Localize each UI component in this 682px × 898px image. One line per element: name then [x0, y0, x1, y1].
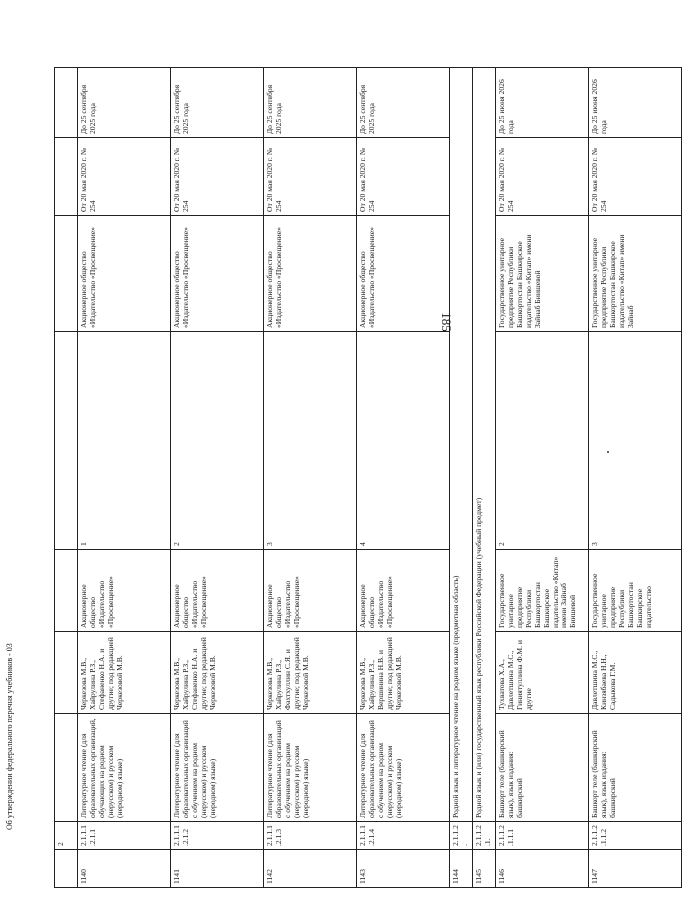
row-grade: 2: [171, 332, 264, 550]
row-authors: Черкезова М.В., Хайрулина Р.З., Стефаненко Н.А. и другие; под редакцией Черкезовой М.В.: [78, 632, 171, 714]
textbook-list-table: [54, 67, 682, 888]
row-publisher-2: Акционерное общество «Издательство «Просвещение»: [78, 216, 171, 332]
row-grade: 4: [357, 332, 450, 550]
row-number: 1143: [357, 850, 450, 888]
row-number: 1141: [171, 850, 264, 888]
section-heading: Родной язык и литературное чтение на родном языке (предметная область): [450, 68, 473, 822]
table-row: [588, 68, 681, 888]
row-code: 2.1.1.1.2.1.2: [171, 822, 264, 850]
table-row: [495, 68, 588, 888]
row-publisher: Акционерное общество «Издательство «Просвещение»: [171, 550, 264, 632]
row-number: 1140: [78, 850, 171, 888]
row-title: Литературное чтение (для образовательных организаций с обучением на родном (нерусском) и русском (неродном) языке): [264, 714, 357, 822]
row-title: Литературное чтение (для образовательных организаций с обучением на родном (нерусском) и русском (неродном) языке): [171, 714, 264, 822]
row-publisher-2: Государственное унитарное предприятие Республики Башкортостан Башкирское издательство «Китап» имени Зайнаб: [588, 216, 681, 332]
section-heading: Родной язык и (или) государственный язык республики Российской Федерации (учебный предмет): [472, 68, 495, 822]
page-number: 185: [438, 312, 454, 332]
row-code: 2.1.1.2.1.1.2: [588, 822, 681, 850]
row-publisher: Акционерное общество «Издательство «Просвещение»: [264, 550, 357, 632]
row-number: 1146: [495, 850, 588, 888]
row-title: Башкорт теле (башкирский язык), язык издания: башкирский: [495, 714, 588, 822]
row-number: 1142: [264, 850, 357, 888]
row-code: 2.1.1.2.: [450, 822, 473, 850]
row-number: 1144: [450, 850, 473, 888]
row-publisher-2: Акционерное общество «Издательство «Просвещение»: [357, 216, 450, 332]
row-authors: Черкезова М.В., Хайрулина Р.З., Стефаненко Н.А. и другие; под редакцией Черкезовой М.В.: [171, 632, 264, 714]
row-title: Башкорт теле (башкирский язык), язык издания: башкирский: [588, 714, 681, 822]
row-code: 2.1.1.1.2.1.1: [78, 822, 171, 850]
row-until: До 25 сентября 2025 года: [78, 68, 171, 138]
row-grade: 2: [495, 332, 588, 550]
scan-speck: [607, 451, 609, 453]
row-authors: Давлетшина М.С., Кинзябаева Н.Н., Садыкова Г.М.: [588, 632, 681, 714]
row-grade: 3: [588, 332, 681, 550]
header-col-2: 2: [55, 822, 78, 850]
table-row: [171, 68, 264, 888]
row-until: До 25 июня 2026 года: [495, 68, 588, 138]
row-publisher-2: Государственное унитарное предприятие Республики Башкортостан Башкирское издательство «Китап» имени Зайнаб Биишевой: [495, 216, 588, 332]
row-number: 1147: [588, 850, 681, 888]
row-publisher: Государственное унитарное предприятие Республики Башкортостан Башкирское издательство «Китап» имени Зайнаб Биишевой: [495, 550, 588, 632]
row-code: 2.1.1.2.1.: [472, 822, 495, 850]
table-row: [78, 68, 171, 888]
row-grade: 3: [264, 332, 357, 550]
row-order: От 20 мая 2020 г. № 254: [588, 138, 681, 216]
row-order: От 20 мая 2020 г. № 254: [171, 138, 264, 216]
header-row: [55, 68, 78, 888]
footer-text: Об утверждении федерального перечня учебников - 03: [5, 643, 14, 830]
row-order: От 20 мая 2020 г. № 254: [495, 138, 588, 216]
row-publisher: Государственное унитарное предприятие Республики Башкортостан Башкирское издательство: [588, 550, 681, 632]
row-order: От 20 мая 2020 г. № 254: [78, 138, 171, 216]
row-publisher-2: Акционерное общество «Издательство «Просвещение»: [264, 216, 357, 332]
row-grade: 1: [78, 332, 171, 550]
section-row: [472, 68, 495, 888]
row-authors: Тухватова Х.А., Давлетшина М.С., Гиниятуллина Ф.М. и другие: [495, 632, 588, 714]
row-order: От 20 мая 2020 г. № 254: [357, 138, 450, 216]
row-title: Литературное чтение (для образовательных организаций с обучением на родном (нерусском) и русском (неродном) языке): [357, 714, 450, 822]
row-publisher-2: Акционерное общество «Издательство «Просвещение»: [171, 216, 264, 332]
row-title: Литературное чтение (для образовательных организаций, обучающих на родном (нерусском) и русском (неродном) языке): [78, 714, 171, 822]
row-publisher: Акционерное общество «Издательство «Просвещение»: [78, 550, 171, 632]
row-until: До 25 сентября 2025 года: [264, 68, 357, 138]
row-number: 1145: [472, 850, 495, 888]
row-code: 2.1.1.1.2.1.4: [357, 822, 450, 850]
row-authors: Черкезова М.В., Хайрулина Р.З., Вершинина Н.В. и другие; под редакцией Черкезовой М.В.: [357, 632, 450, 714]
section-row: [450, 68, 473, 888]
row-order: От 20 мая 2020 г. № 254: [264, 138, 357, 216]
row-until: До 25 сентября 2025 года: [357, 68, 450, 138]
table-row: [357, 68, 450, 888]
row-until: До 25 июня 2026 года: [588, 68, 681, 138]
row-until: До 25 сентября 2025 года: [171, 68, 264, 138]
row-code: 2.1.1.1.2.1.3: [264, 822, 357, 850]
row-publisher: Акционерное общество «Издательство «Просвещение»: [357, 550, 450, 632]
table-row: [264, 68, 357, 888]
row-code: 2.1.1.2.1.1.1: [495, 822, 588, 850]
row-authors: Черкезова М.В., Хайрулина Р.З., Фахтхуллин С.Я. и другие; под редакцией Черкезовой М.В.: [264, 632, 357, 714]
